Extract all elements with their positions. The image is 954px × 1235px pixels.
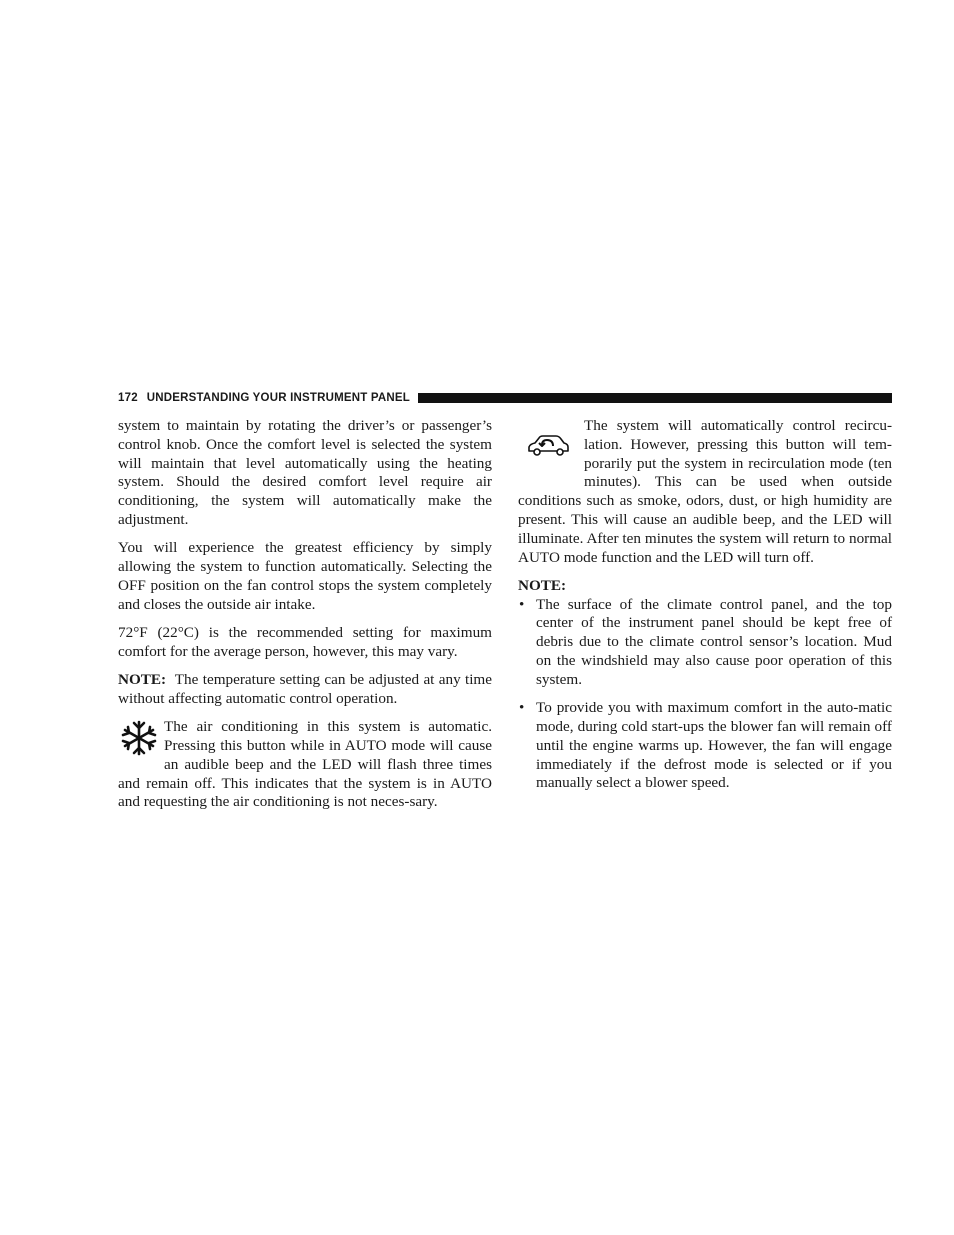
bullet-text: The surface of the climate control panel, and the top center of the instrument panel should be kept free of debris due to the climate control sensor’s location. Mud on the windshield may also cause poor operation of this system. — [536, 595, 892, 688]
paragraph-recirculation — [518, 417, 892, 567]
page-header — [118, 390, 892, 406]
note-text: The temperature setting can be adjusted at any time without affecting automatic control operation. — [118, 671, 492, 707]
snowflake-icon — [118, 718, 160, 758]
paragraph-comfort-level: system to maintain by rotating the driver’s or passenger’s control knob. Once the comfort level is selected the system will maintain that level automatically using the heating system. Should the desired comfort level require air conditioning, the system will automatically make the adjustment. — [118, 417, 492, 528]
list-item — [518, 699, 892, 793]
paragraph-air-conditioning — [118, 718, 492, 812]
right-column — [518, 417, 892, 803]
note-temperature — [118, 671, 492, 709]
bullet-marker: • — [519, 699, 525, 717]
recirculation-description: The system will automatically control recircu-lation. However, pressing this button will tem-porarily put the system in recirculation mode (ten minutes). This can be used when outside conditions such as smoke, odors, dust, or high humidity are present. This will cause an audible beep, and the LED will illuminate. After ten minutes the system will return to normal AUTO mode function and the LED will turn off. — [518, 417, 892, 566]
header-rule-bar — [418, 393, 892, 403]
recirculation-car-icon — [518, 417, 578, 475]
ac-description: The air conditioning in this system is automatic. Pressing this button while in AUTO mode will cause an audible beep and the LED will flash three times and remain off. This indicates that the system is in AUTO and requesting the air conditioning is not neces-sary. — [118, 718, 492, 811]
bullet-text: To provide you with maximum comfort in the auto-matic mode, during cold start-ups the blower fan will remain off until the engine warms up. However, the fan will engage immediately if the defrost mode is selected or if you manually select a blower speed. — [536, 699, 892, 792]
left-column — [118, 417, 492, 822]
list-item — [518, 596, 892, 690]
section-title: UNDERSTANDING YOUR INSTRUMENT PANEL — [146, 392, 410, 404]
paragraph-recommended-setting: 72°F (22°C) is the recommended setting for maximum comfort for the average person, however, this may vary. — [118, 623, 492, 660]
paragraph-efficiency: You will experience the greatest efficiency by simply allowing the system to function automatically. Selecting the OFF position on the fan control stops the system completely and closes the outside air intake. — [118, 539, 492, 613]
note-bullet-list — [518, 596, 892, 793]
page-number: 172 — [118, 392, 138, 404]
note-heading: NOTE: — [518, 576, 567, 594]
note-label: NOTE: — [118, 671, 167, 689]
bullet-marker: • — [519, 595, 525, 613]
